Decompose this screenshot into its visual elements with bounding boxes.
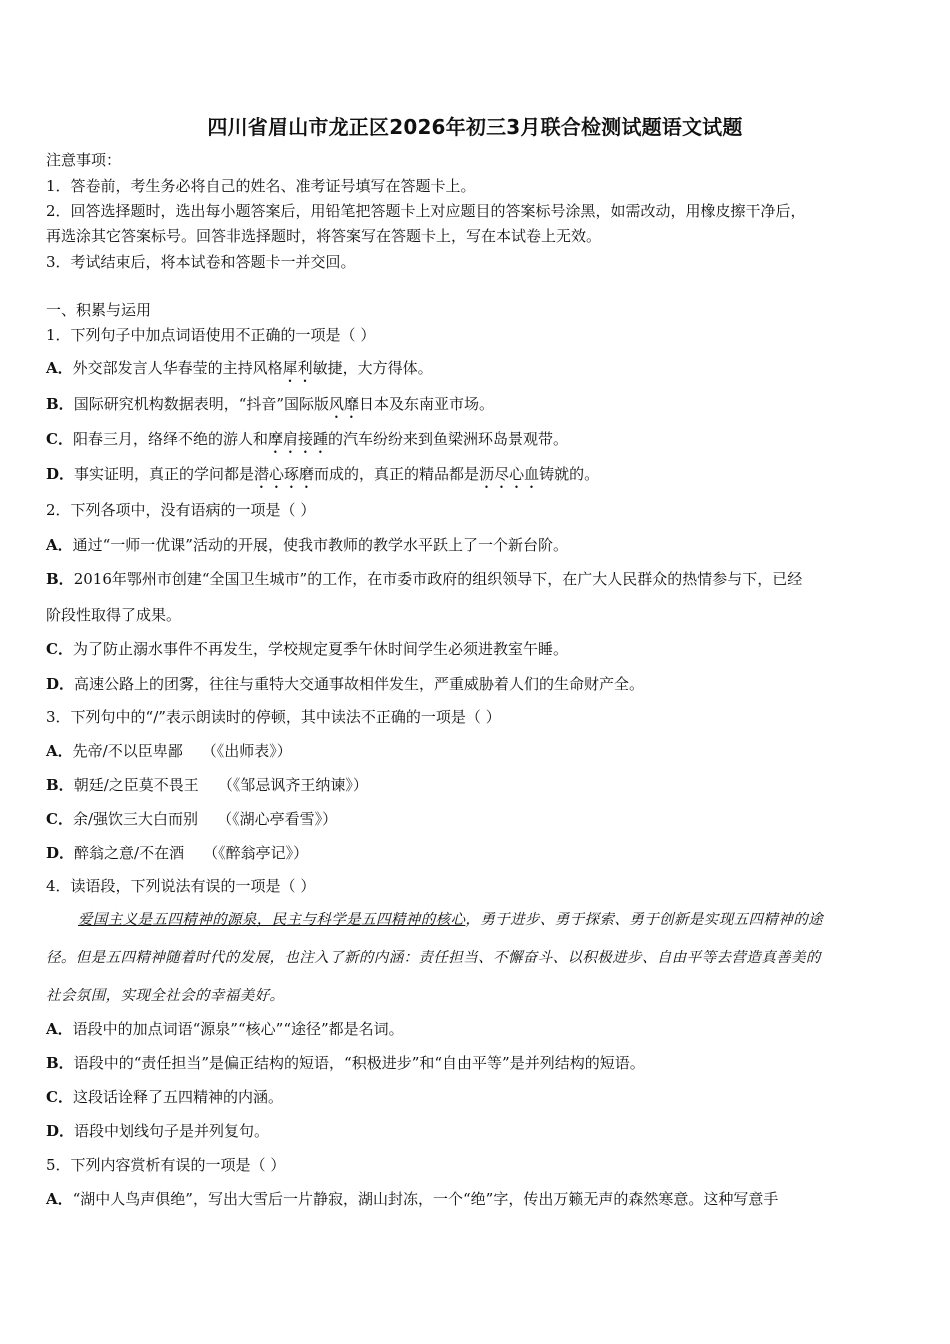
notice-item-2-line-1: 2．回答选择题时，选出每小题答案后，用铅笔把答题卡上对应题目的答案标号涂黑，如需改动，用橡皮擦干净后，	[46, 202, 806, 220]
question-4-option-b	[46, 1053, 645, 1073]
option-text: 余/强饮三大白而别 （《湖心亭看雪》）	[72, 810, 338, 828]
dotted-word: 摩肩接踵	[267, 430, 328, 448]
question-4-option-d	[46, 1121, 269, 1141]
option-text: 朝廷/之臣莫不畏王 （《邹忌讽齐王纳谏》）	[73, 776, 368, 794]
option-text: 醉翁之意/不在酒 （《醉翁亭记》）	[74, 844, 309, 862]
option-label: D．	[46, 844, 75, 862]
option-text: 为了防止溺水事件不再发生，学校规定夏季午休时间学生必须进教室午睡。	[72, 640, 568, 658]
dotted-word: 潜心琢磨	[254, 465, 315, 483]
question-1-option-c	[46, 429, 568, 457]
passage-text: ，勇于进步、勇于探索、勇于创新是实现五四精神的途	[465, 912, 824, 928]
question-4-option-a	[46, 1019, 404, 1039]
option-label: D．	[46, 465, 75, 483]
option-label: A．	[46, 1190, 73, 1208]
question-2-option-d	[46, 674, 644, 694]
dotted-word: 风靡	[329, 395, 360, 413]
option-label: B．	[46, 570, 74, 588]
question-3-option-c	[46, 809, 337, 829]
option-text: 事实证明，真正的学问都是	[74, 465, 255, 483]
option-label: A．	[46, 742, 73, 760]
option-label: C．	[46, 810, 73, 828]
option-label: C．	[46, 1088, 73, 1106]
option-text: 敏捷，大方得体。	[312, 359, 433, 377]
option-text: 国际研究机构数据表明，“抖音”国际版	[73, 395, 330, 413]
page-title: 四川省眉山市龙正区2026年初三3月联合检测试题语文试题	[207, 115, 743, 139]
option-label: C．	[46, 430, 73, 448]
underlined-sentence: 爱国主义是五四精神的源泉，民主与科学是五四精神的核心	[78, 912, 466, 928]
option-label: B．	[46, 776, 74, 794]
option-text: “湖中人鸟声俱绝”，写出大雪后一片静寂，湖山封冻，一个“绝”字，传出万籁无声的森然寒意。这种写意手	[72, 1190, 779, 1208]
option-text: 语段中的“责任担当”是偏正结构的短语，“积极进步”和“自由平等”是并列结构的短语。	[73, 1054, 645, 1072]
option-text: 先帝/不以臣卑鄙 （《出师表》）	[72, 742, 292, 760]
option-text: 而成的，真正的精品都是	[314, 465, 480, 483]
option-label: B．	[46, 395, 74, 413]
question-5-stem: 5．下列内容赏析有误的一项是（ ）	[46, 1156, 286, 1174]
question-4-passage-line-1	[78, 910, 823, 930]
question-2-option-c	[46, 639, 568, 659]
option-text: 铸就的。	[539, 465, 600, 483]
option-text: 通过“一师一优课”活动的开展，使我市教师的教学水平跃上了一个新台阶。	[72, 536, 568, 554]
notice-item-1: 1．答卷前，考生务必将自己的姓名、准考证号填写在答题卡上。	[46, 177, 476, 195]
question-5-option-a	[46, 1189, 778, 1209]
notice-heading: 注意事项：	[46, 151, 122, 169]
dotted-word: 犀利	[282, 359, 313, 377]
option-text: 高速公路上的团雾，往往与重特大交通事故相伴发生，严重威胁着人们的生命财产全。	[74, 675, 645, 693]
option-label: A．	[46, 536, 73, 554]
question-4-stem: 4．读语段，下列说法有误的一项是（ ）	[46, 877, 316, 895]
question-1-stem: 1．下列句子中加点词语使用不正确的一项是（ ）	[46, 326, 376, 344]
question-2-option-b	[46, 569, 802, 589]
question-2-stem: 2．下列各项中，没有语病的一项是（ ）	[46, 501, 316, 519]
dotted-word: 沥尽心血	[479, 465, 540, 483]
option-text: 2016年鄂州市创建“全国卫生城市”的工作，在市委市政府的组织领导下，在广大人民群众的热情参与下，已经	[73, 570, 803, 588]
option-label: A．	[46, 359, 73, 377]
question-2-option-a	[46, 535, 568, 555]
question-1-option-a	[46, 358, 433, 386]
option-text: 语段中的加点词语“源泉”“核心”“途径”都是名词。	[72, 1020, 404, 1038]
option-label: D．	[46, 675, 75, 693]
question-3-option-d	[46, 843, 308, 863]
option-text: 语段中划线句子是并列复句。	[74, 1122, 270, 1140]
question-4-passage-line-3: 社会氛围，实现全社会的幸福美好。	[46, 988, 285, 1004]
option-label: D．	[46, 1122, 75, 1140]
question-2-option-b-cont: 阶段性取得了成果。	[46, 606, 182, 624]
question-3-option-b	[46, 775, 368, 795]
section-heading: 一、积累与运用	[46, 301, 152, 319]
option-text: 外交部发言人华春莹的主持风格	[72, 359, 283, 377]
option-label: C．	[46, 640, 73, 658]
option-text: 这段话诠释了五四精神的内涵。	[72, 1088, 283, 1106]
option-text: 日本及东南亚市场。	[359, 395, 495, 413]
option-label: B．	[46, 1054, 74, 1072]
question-1-option-d	[46, 464, 599, 492]
question-3-stem: 3．下列句中的“/”表示朗读时的停顿，其中读法不正确的一项是（ ）	[46, 708, 501, 726]
option-label: A．	[46, 1020, 73, 1038]
question-1-option-b	[46, 394, 494, 422]
option-text: 阳春三月，络绎不绝的游人和	[72, 430, 268, 448]
question-4-passage-line-2: 径。但是五四精神随着时代的发展，也注入了新的内涵：责任担当、不懈奋斗、以积极进步、自由平等去营造真善美的	[46, 950, 821, 966]
notice-item-2-line-2: 再选涂其它答案标号。回答非选择题时，将答案写在答题卡上，写在本试卷上无效。	[46, 227, 602, 245]
question-4-option-c	[46, 1087, 283, 1107]
notice-item-3: 3．考试结束后，将本试卷和答题卡一并交回。	[46, 253, 356, 271]
question-3-option-a	[46, 741, 292, 761]
option-text: 的汽车纷纷来到鱼梁洲环岛景观带。	[327, 430, 568, 448]
